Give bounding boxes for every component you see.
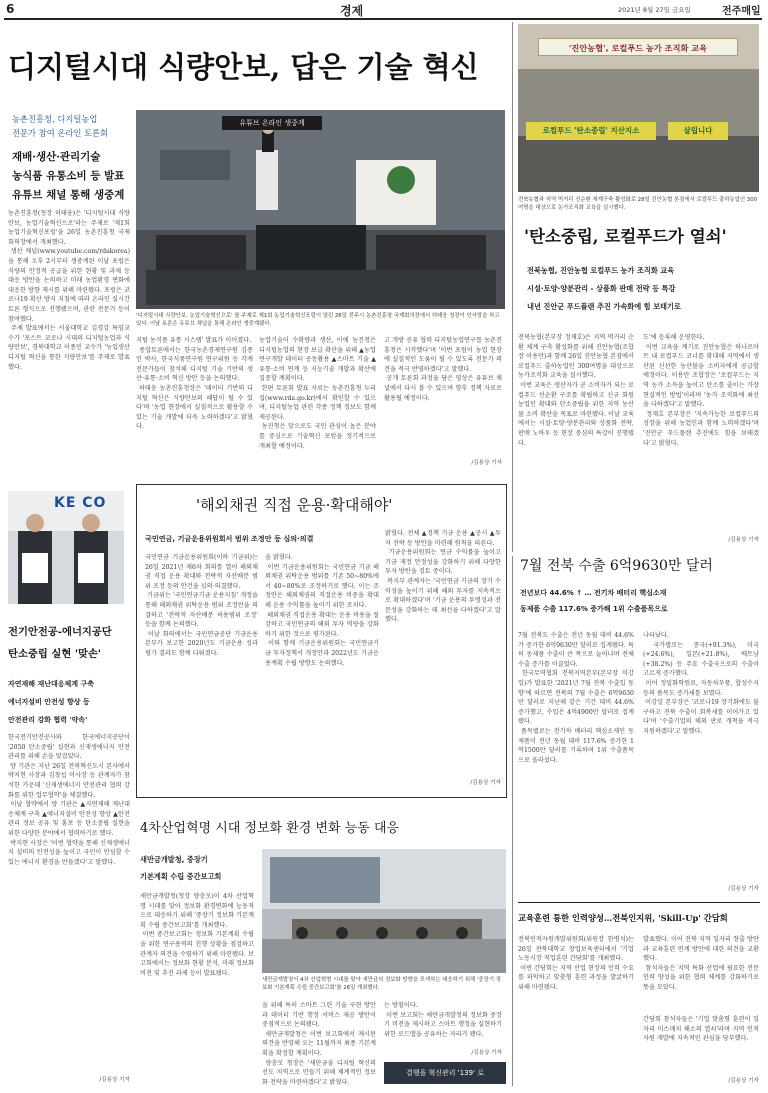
export-col2: 나타났다. 국가별로는 중국(+91.3%), 미국(+24.6%), 일본(+21.8%), 베트남(+38.2%) 등 주요 수출국으로의 수출이 고르게 증가했다. 이어 정밀화학원료, 자동차부품, 합성수지 등의 품목도 증가세를 보였다. 이강일 본부장은 '코로나19 장기화에도 불구하고 전북 수출이 회복세를 이어가고 있다'며 '수출기업의 해외 판로 개척을 적극 지원하겠다'고 말했다. <box>643 632 760 735</box>
keco-body: 한국전기안전공사와 한국에너지공단이 '2050 탄소중립' 실현과 신재생에너지 안전관리를 위해 손을 맞잡았다. 양 기관은 지난 26일 전북혁신도시 본사에서 박지현 사장과 김창섭 이사장 등 관계자가 참석한 가운데 '신재생에너지 안전관리 협력 강화를 위한 업무협약'을 체결했다. 이날 협약에서 양 기관은 ▲자연재해 재난대응체계 구축 ▲에너지설비 안전성 향상 ▲안전관리 정보 공유 및 홍보 등 탄소중립 실현을 위한 다양한 분야에서 협력하기로 했다. 박지현 사장은 '이번 협약을 통해 신재생에너지 설비의 안전성을 높이고 국민이 안심할 수 있는 에너지 환경을 만들겠다'고 말했다. <box>8 734 131 866</box>
nps-byline: /김용상 기자 <box>470 780 501 786</box>
lead-photo-caption: '디지털시대 식량안보, 농업기술혁신으로' 를 주제로 제1회 농업기술혁신포럼이 열린 26일 전주시 농촌진흥청 국제회의장에서 허태웅 청장이 인사말을 하고 있다. 이날 토론은 유튜브 채널을 통해 온라인 생중계됐다. <box>136 313 500 327</box>
export-headline: 7월 전북 수출 6억9630만 달러 <box>520 558 713 574</box>
nps-col1: 국민연금 기금운용위원회(이하 기금위)는 26일 2021년 제6차 회의를 열어 해외채권 직접 운용 확대와 전략적 자산배분 범위 조정 등의 안건을 심의·의결했다. 기금위는 '국민연금기금 운용지침' 개정을 통해 해외채권 위탁운용 범위 조정안을 의결하고 '전략적 자산배분 허용범위 조정' 등을 함께 논의했다. 이날 회의에서는 국민연금공단 기금운용본부가 보고한 2020년도 기금운용 성과평가 결과도 함께 다뤄졌다. <box>145 554 259 657</box>
right-top-col2: 도'에 등록해 운영한다. 이번 교육을 계기로 진안농협은 하나로마트 내 로컬푸드 코너를 확대해 지역에서 생산된 신선한 농산물을 소비자에게 공급할 예정이다. 이용만 조합장은 '로컬푸드는 지역 농가 소득을 높이고 탄소를 줄이는 가장 현실적인 방법'이라며 '농가 조직화에 최선을 다하겠다'고 말했다. 정재호 본부장은 '지속가능한 로컬푸드의 성장을 위해 농업인과 함께 노력하겠다'며 '진안군 푸드플랜 추진에도 힘을 보태겠다'고 밝혔다. <box>643 334 760 447</box>
keco-deck: 자연재해 재난대응체계 구축 에너지설비 안전성 향상 등 안전관리 강화 협력 '약속' <box>8 680 95 724</box>
nps-headline: '해외채권 직접 운용·확대해야' <box>196 496 393 514</box>
nps-col3: 밝혔다. 전체 ▲정책 기금 운용 ▲공시 ▲투자 전략 등 방안을 마련해 원칙을 따른다. 기금운용위원회는 연금 수익률을 높이고 기금 재정 안정성을 강화하기 위해 다양한 투자 방안을 검토 중이다. 복지부 관계자는 '국민연금 기금의 장기 수익성을 높이기 위해 해외 투자를 지속적으로 확대하겠다'며 '기금 운용의 투명성과 전문성을 강화하는 데 최선을 다하겠다'고 말했다. <box>385 530 502 624</box>
keco-photo <box>8 491 124 604</box>
bottom-rule <box>518 902 760 903</box>
export-col1: 7월 전북도 수출은 전년 동월 대비 44.6%가 증가한 6억9630만 달러로 집계됐다. 특히 동제품 수출이 큰 폭으로 늘어나며 전체 수출 증가를 이끌었다. 한국무역협회 전북지역본부(본부장 이강일)가 발표한 '2021년 7월 전북 수출입 동향'에 따르면 전북의 7월 수출은 6억9630만 달러로 지난해 같은 기간 대비 44.6% 증가했고, 수입은 4억4900만 달러로 집계됐다. 품목별로는 전기차 배터리 핵심소재인 동제품이 전년 동월 대비 117.6% 증가한 1억1500만 달러를 기록하며 1위 수출품목으로 올라섰다. <box>518 632 635 764</box>
issue-date: 2021년 8월 27일 금요일 <box>618 6 691 14</box>
lead-body-col4: 고 개방 공유 협력 디지털농업연구를 농촌진흥청은 시작했다'며 '이번 포럼이 농업 현장에 실질적인 도움이 될 수 있도록 전문가 의견을 적극 반영하겠다'고 말했다. 공개 토론회 과정을 담은 영상은 유튜브 채널에서 다시 볼 수 있으며 향후 정책 자료로 활용될 예정이다. <box>384 337 502 402</box>
smg-caption: 새만금개발청이 4차 산업혁명 시대를 맞아 새만금의 정보화 방향을 모색하는 대응하기 위해 '중장기 정보화 기본계획 수립 중간보고회'를 26일 개최했다. <box>262 977 501 991</box>
right-top-col1: 전북농협(본부장 정재호)은 지역 먹거리 순환 체계 구축 활성화를 위해 진안농협(조합장 이용만)과 함께 26일 진안농협 본점에서 로컬푸드 출하농업인 300여명을 대상으로 농가조직화 교육을 실시했다. 이번 교육은 생산자가 곧 소비자가 되는 로컬푸드 선순환 구조를 확립하고 신규 회원 농업인 확대와 탄소중립을 위한 지역 농산물 소비 확산을 목표로 마련됐다. 이날 교육에서는 시설·토양·양분관리와 상품화 전략, 판매 노하우 등 현장 중심의 특강이 진행됐다. <box>518 334 634 447</box>
ad-banner: 결행을 혁신관리 '139' 로 <box>384 1062 506 1084</box>
smg-col3: 는 방침이다. 이번 보고회는 새만금개발청의 정보화 중장기 비전을 제시하고 스마트 행정을 실현하기 위한 로드맵을 공유하는 자리가 됐다. <box>384 1002 502 1038</box>
keco-headline: 전기안전공-에너지공단 탄소중립 실현 '맞손' <box>8 626 112 660</box>
masthead: 전주매일 <box>722 6 761 17</box>
keco-logo: KE CO <box>54 495 107 511</box>
bottom-col1: 전북인적자원개발위원회(위원장 한병석)는 26일 전북대학교 창업보육센터에서 '기업 노동시장 직업훈련 간담회'를 개최했다. 이번 간담회는 지역 산업 현장의 인력 수요를 파악하고 맞춤형 훈련 과정을 발굴하기 위해 마련됐다. <box>518 936 634 991</box>
stream-overlay: 유튜브 온라인 생중계 <box>222 116 322 130</box>
sign-right: 살립니다 <box>668 122 728 140</box>
lead-subheads: 재배·생산·관리기술 농식품 유통소비 등 발표 유튜브 채널 통해 생중계 <box>12 151 125 201</box>
header-rule <box>4 18 762 20</box>
smg-photo <box>262 849 506 973</box>
lead-kicker: 농촌진흥청, 디지털농업 전문가 참여 온라인 토론회 <box>12 114 109 138</box>
smg-deck: 새만금개발청, 중장기 기본계획 수립 중간보고회 <box>140 855 222 881</box>
right-top-photo <box>518 24 759 192</box>
export-byline: /김용상 기자 <box>728 886 759 892</box>
bottom-byline: /김용상 기자 <box>728 1078 759 1084</box>
smg-col2: 을 위해 특히 스마트 그린 기술 구현 방안과 데이터 기반 행정 서비스 제공 방안이 중점적으로 논의됐다. 새만금개발청은 이번 보고회에서 제시된 의견을 반영해 오는 11월까지 최종 기본계획을 확정할 계획이다. 양충모 청장은 '새만금을 디지털 혁신의 선도 지역으로 만들기 위해 체계적인 정보화 전략을 마련하겠다'고 밝혔다. <box>262 1002 377 1086</box>
smg-byline: /김용상 기자 <box>471 1050 502 1056</box>
right-top-headline: '탄소중립, 로컬푸드가 열쇠' <box>524 227 727 246</box>
right-top-deck: 전북농협, 진안농협 로컬푸드 농가 조직화 교육 시설·토양·양분관리 - 상품화 판매 전략 등 특강 내년 진안군 푸드플랜 추진 가속화에 힘 보태기로 <box>527 266 681 311</box>
column-divider <box>512 22 513 552</box>
column-divider-lower <box>512 556 513 1086</box>
bottom-headline: 교육훈련 통한 인력양성…전북인지위, 'Skill-Up' 간담회 <box>518 913 728 923</box>
lead-body-col3: 농업기술이 수확량과 생산, 이에 농진청은 디지털농업의 현장 보급 확산을 위해 ▲농업 연구개발 데이터 공동활용 ▲스마트 기술 ▲유통·소비 연계 등 지능기술 개발과 확산에 집중할 계획이다. 한편 토론회 발표 자료는 농촌진흥청 누리집(www.rda.go.kr)에서 확인할 수 있으며, 디지털농업 관련 각종 정책 정보도 함께 제공된다. 농진청은 앞으로도 국민 관심이 높은 분야를 중심으로 기술혁신 포럼을 정기적으로 개최할 예정이다. <box>259 337 377 450</box>
right-top-caption: 전북농협과 지역 먹거리 선순환 체계구축 활성화로 28일 진안농협 본점에서 로컬푸드 출하농업인 300여명을 대상으로 농가조직화 교육을 실시했다. <box>518 197 758 211</box>
lead-body-col2: 지털 농식품 유통 시스템' 발표가 이어졌다. 종합토론에서는 한국농촌경제연구원 김종인 박사, 한국식품연구원 연구위원 등 각계 전문가들이 참석해 디지털 기술 기반의 생산·유통·소비 혁신 방안 등을 논의했다. 허태웅 농촌진흥청장은 '데이터 기반의 디지털 혁신은 식량안보의 해답이 될 수 있다'며 '농업 현장에서 실질적으로 활용할 수 있는 기술 개발에 더욱 노력하겠다'고 밝혔다. <box>136 337 254 431</box>
sign-left: 로컬푸드 '탄소중립' 지산지소 <box>526 122 656 140</box>
event-banner: '진안농협', 로컬푸드 농가 조직화 교육 <box>538 38 738 56</box>
lead-body-col1: 농촌진흥청(청장 허태웅)은 '디지털시대 식량안보, 농업기술혁신으로'라는 주제로 '제1회 농업기술혁신포럼'을 26일 농촌진흥청 국제회의장에서 개최했다. 생산 채널(www.youtube.com/rdakorea)을 통해 오후 2시부터 생중계된 이날 포럼은 식량의 안정적 공급을 위한 현황 및 과제 등 대응 방안을 논의하고 미래 농업환경 변화에 대응한 방향 제시를 위해 마련됐다. 포럼은 코로나19 확산 방지 지침에 따라 온라인 실시간 토론 형식으로 진행됐으며, 관련 전문가 등이 참여했다. 주제 발표에서는 서울대학교 김경감 특임교수가 '포스트 코로나 시대의 디지털농업과 식량안보', 경북대학교 이종민 교수가 '농업생산 디지털 혁신을 통한 식량안보'를 주제로 발표했다. <box>8 210 130 371</box>
page-number: 6 <box>6 2 15 16</box>
lead-photo <box>136 110 505 309</box>
bottom-col3: 간담회 참석자들은 '기업 맞춤형 훈련이 일자리 미스매치 해소의 열쇠'라며 지역 인적자원 개발에 지속적인 관심을 당부했다. <box>643 1016 759 1043</box>
right-top-byline: /김용상 기자 <box>728 537 759 543</box>
bottom-col2: 발표했다. 이어 전북 지역 일자리 창출 방안과 교육훈련 연계 방안에 대한 의견을 교환했다. 참석자들은 지역 특화 산업에 필요한 전문 인력 양성을 위한 협력 체계를 강화하기로 뜻을 모았다. <box>643 936 759 991</box>
nps-col2: 을 밝혔다. 이번 기금운용위원회는 국민연금 기금 해외채권 위탁운용 범위를 기존 50~80%에서 40~80%로 조정하기로 했다. 이는 조정안은 해외채권의 직접운용 비중을 확대해 운용 수익률을 높이기 위한 조치다. 해외채권 직접운용 확대는 운용 비용을 절감하고 국민연금의 해외 투자 역량을 강화하기 위한 것으로 평가된다. 이와 함께 기금운용위원회는 국민연금기금 투자정책서 개정안과 2022년도 기금운용계획 수립 방향도 논의했다. <box>265 554 380 667</box>
nps-deck: 국민연금, 기금운용위원회서 범위 조정안 등 심의·의결 <box>145 534 314 543</box>
lead-headline: 디지털시대 식량안보, 답은 기술 혁신 <box>8 50 479 84</box>
section-title: 경제 <box>340 4 364 18</box>
lead-byline: /김용상 기자 <box>471 460 502 466</box>
export-deck: 전년보다 44.6% ↑ … 전기차 배터리 핵심소재 동제품 수출 117.6% 증가해 1위 수출품목으로 <box>520 589 668 613</box>
keco-byline: /김용상 기자 <box>99 1077 130 1083</box>
smg-headline: 4차산업혁명 시대 정보화 환경 변화 능동 대응 <box>140 821 400 836</box>
smg-col1: 새만금개발청(청장 양충모)이 4차 산업혁명 시대를 맞아 정보화 환경변화에 능동적으로 대응하기 위해 '중장기 정보화 기본계획 수립 중간보고회'를 개최했다. 이번 중간보고회는 정보화 기본계획 수립을 위한 연구용역의 진행 상황을 점검하고 관계자 의견을 수렴하기 위해 마련됐다. 보고회에서는 정보화 현황 분석, 미래 정보화 비전 및 추진 과제 등이 발표됐다. <box>140 893 254 977</box>
